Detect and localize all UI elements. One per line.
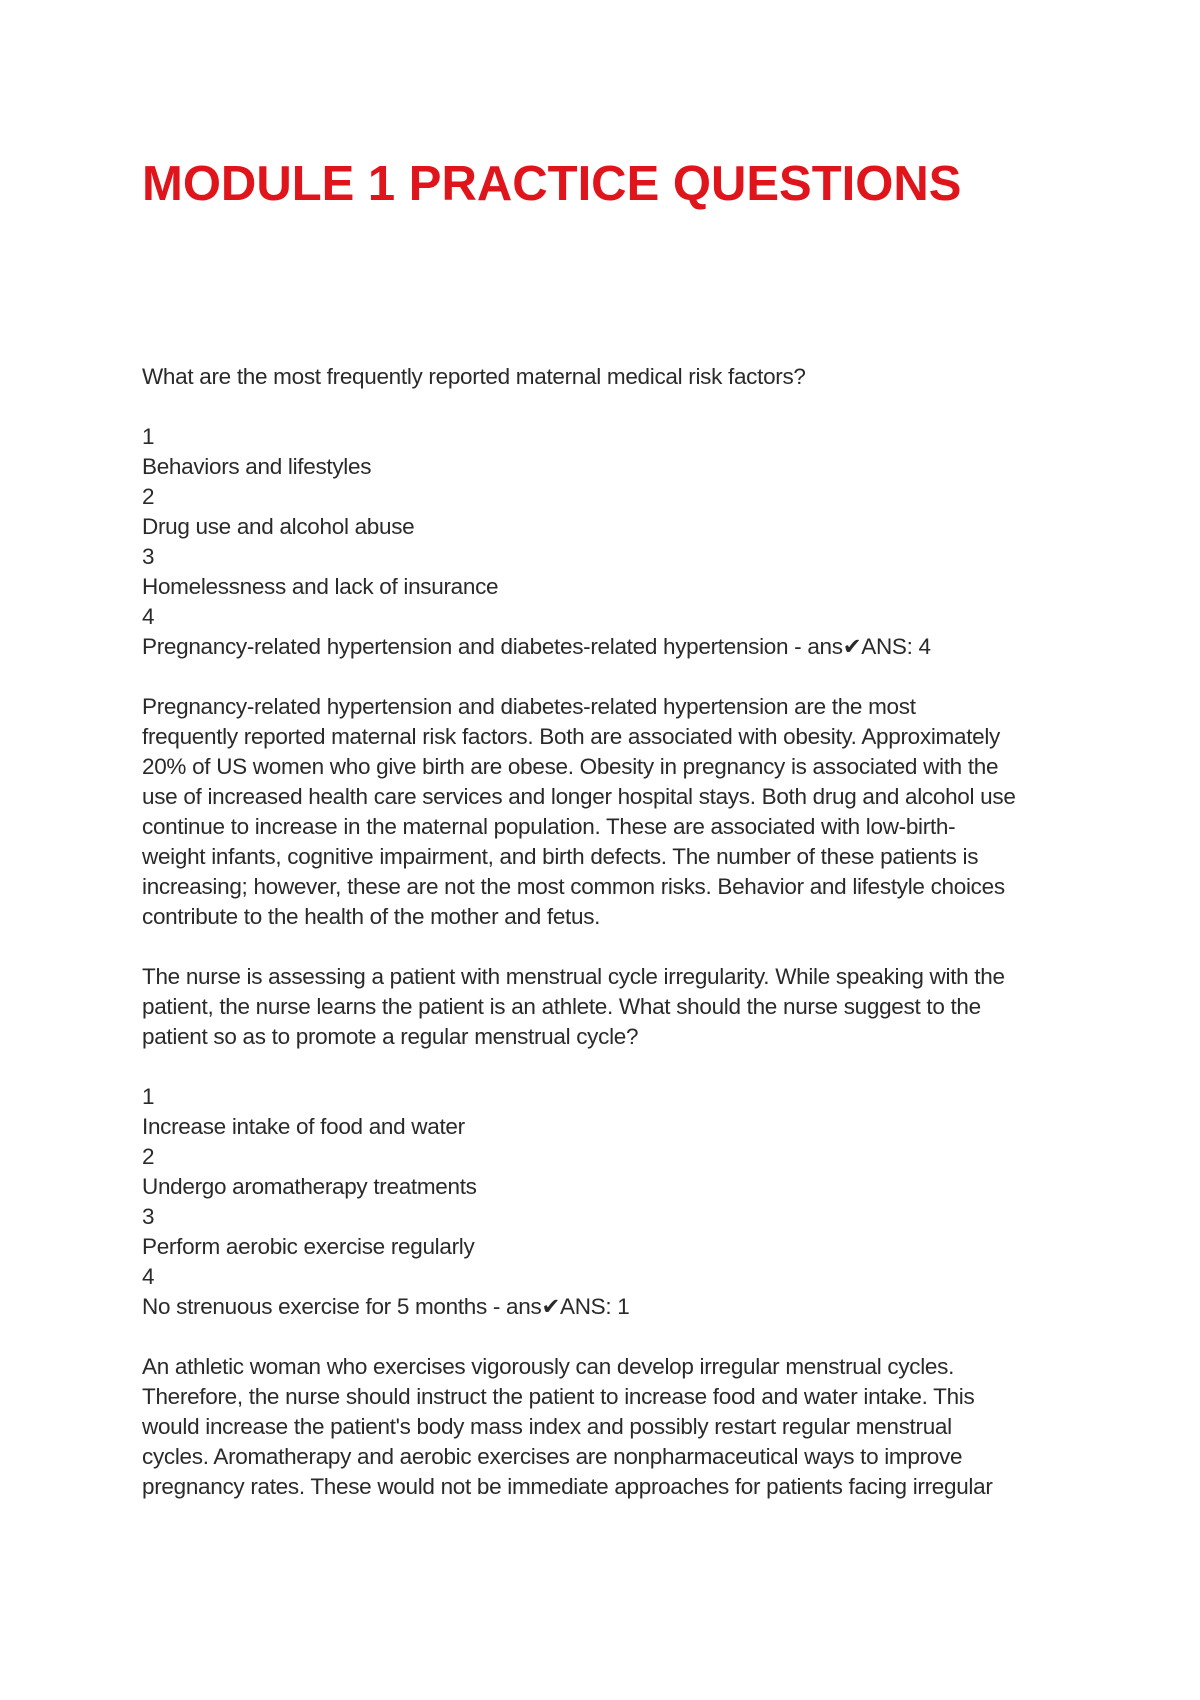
rationale-line: Therefore, the nurse should instruct the patient to increase food and water intake. This [142,1384,975,1409]
rationale-line: frequently reported maternal risk factors. Both are associated with obesity. Approximately [142,724,1001,749]
option-number: 4 [142,604,155,629]
question-stem-line: patient, the nurse learns the patient is an athlete. What should the nurse suggest to the [142,994,981,1019]
option-number: 4 [142,1264,155,1289]
option-text-with-answer: No strenuous exercise for 5 months - ans✔ANS: 1 [142,1294,630,1319]
option-text: Homelessness and lack of insurance [142,574,499,599]
option-text: Undergo aromatherapy treatments [142,1174,477,1199]
rationale-line: weight infants, cognitive impairment, and birth defects. The number of these patients is [142,844,979,869]
option-text: Behaviors and lifestyles [142,454,372,479]
option-number: 3 [142,1204,155,1229]
option-number: 1 [142,1084,155,1109]
question-stem-line: patient so as to promote a regular menstrual cycle? [142,1024,639,1049]
option-number: 2 [142,484,155,509]
document-body [142,362,1082,1502]
rationale-line: An athletic woman who exercises vigorously can develop irregular menstrual cycles. [142,1354,955,1379]
rationale-line: increasing; however, these are not the most common risks. Behavior and lifestyle choices [142,874,1005,899]
option-number: 2 [142,1144,155,1169]
rationale-line: contribute to the health of the mother and fetus. [142,904,601,929]
option-number: 1 [142,424,155,449]
rationale-line: Pregnancy-related hypertension and diabetes-related hypertension are the most [142,694,916,719]
rationale-line: continue to increase in the maternal population. These are associated with low-birth- [142,814,956,839]
spacer [142,392,1082,422]
question-2 [142,962,1082,1502]
option-number: 3 [142,544,155,569]
spacer [142,932,1082,962]
option-text-with-answer: Pregnancy-related hypertension and diabetes-related hypertension - ans✔ANS: 4 [142,634,931,659]
option-text: Drug use and alcohol abuse [142,514,415,539]
rationale-line: would increase the patient's body mass index and possibly restart regular menstrual [142,1414,952,1439]
question-stem-line: The nurse is assessing a patient with menstrual cycle irregularity. While speaking with the [142,964,1005,989]
spacer [142,662,1082,692]
spacer [142,1322,1082,1352]
option-text: Increase intake of food and water [142,1114,465,1139]
rationale-line: cycles. Aromatherapy and aerobic exercises are nonpharmaceutical ways to improve [142,1444,963,1469]
page-title: MODULE 1 PRACTICE QUESTIONS [142,157,962,211]
question-stem: What are the most frequently reported maternal medical risk factors? [142,364,806,389]
spacer [142,1052,1082,1082]
option-text: Perform aerobic exercise regularly [142,1234,475,1259]
rationale-line: use of increased health care services and longer hospital stays. Both drug and alcohol use [142,784,1016,809]
rationale-line: pregnancy rates. These would not be immediate approaches for patients facing irregular [142,1474,993,1499]
rationale-line: 20% of US women who give birth are obese. Obesity in pregnancy is associated with the [142,754,999,779]
question-1 [142,362,1082,932]
